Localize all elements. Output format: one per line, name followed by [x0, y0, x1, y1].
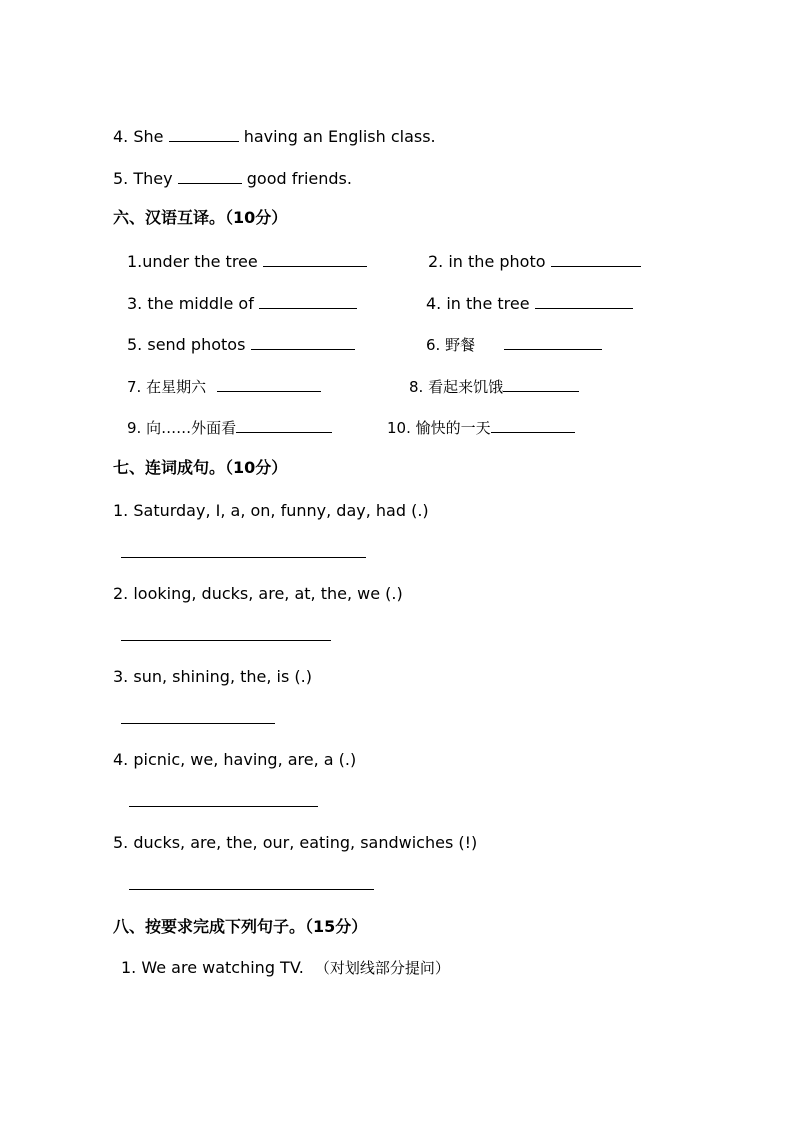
reorder-prompt: 2. looking, ducks, are, at, the, we (.): [113, 584, 403, 603]
translate-prompt: 9. 向……外面看: [127, 419, 237, 437]
reorder-prompt: 3. sun, shining, the, is (.): [113, 667, 312, 686]
translate-prompt: 5. send photos: [127, 335, 246, 354]
answer-line[interactable]: [121, 723, 275, 724]
translate-item: [428, 251, 641, 272]
answer-line[interactable]: [129, 806, 318, 807]
section6-points: （10分）: [225, 208, 288, 227]
section7-points: （10分）: [225, 458, 288, 477]
translate-item: [127, 251, 367, 272]
translate-blank[interactable]: [551, 251, 641, 267]
translate-prompt: 10. 愉快的一天: [387, 419, 491, 437]
fill-in-blank[interactable]: [178, 168, 242, 184]
translate-item: [426, 293, 633, 314]
reorder-prompt: 5. ducks, are, the, our, eating, sandwiches (!): [113, 833, 478, 852]
fill-in-before: 4. She: [113, 127, 164, 146]
fill-in-item-4: [113, 126, 436, 147]
reorder-prompt: 4. picnic, we, having, are, a (.): [113, 750, 357, 769]
translate-blank[interactable]: [263, 251, 367, 267]
translate-item: [409, 376, 579, 397]
translate-prompt: 4. in the tree: [426, 294, 530, 313]
section8-heading: [113, 917, 367, 937]
translate-prompt: 8. 看起来饥饿: [409, 378, 504, 396]
answer-line[interactable]: [129, 889, 374, 890]
section8-title: 八、按要求完成下列句子。: [113, 917, 306, 936]
fill-in-item-5: [113, 168, 352, 189]
section6-title: 六、汉语互译。: [113, 208, 226, 227]
section7-title: 七、连词成句。: [113, 458, 226, 477]
answer-line[interactable]: [121, 557, 366, 558]
translate-item: [127, 417, 332, 438]
fill-in-blank[interactable]: [169, 126, 239, 142]
answer-line[interactable]: [121, 640, 331, 641]
section6-heading: [113, 208, 287, 228]
translate-prompt: 7. 在星期六: [127, 378, 207, 396]
section7-heading: [113, 458, 287, 478]
translate-blank[interactable]: [259, 293, 357, 309]
translate-blank[interactable]: [251, 334, 355, 350]
reorder-prompt: 1. Saturday, I, a, on, funny, day, had (.): [113, 501, 429, 520]
fill-in-before: 5. They: [113, 169, 173, 188]
translate-item: [127, 376, 321, 397]
rewrite-sentence: 1. We are watching TV.: [121, 958, 304, 977]
translate-item: [387, 417, 575, 438]
translate-prompt: 3. the middle of: [127, 294, 254, 313]
fill-in-after: having an English class.: [243, 127, 436, 146]
rewrite-instruction: （对划线部分提问）: [314, 959, 450, 977]
translate-blank[interactable]: [217, 376, 321, 392]
translate-prompt: 2. in the photo: [428, 252, 546, 271]
rewrite-item: [121, 958, 450, 978]
translate-prompt: 1.under the tree: [127, 252, 258, 271]
translate-prompt: 6. 野餐: [426, 336, 476, 354]
translate-blank[interactable]: [236, 417, 332, 433]
translate-blank[interactable]: [504, 334, 602, 350]
translate-item: [426, 334, 602, 355]
translate-blank[interactable]: [503, 376, 579, 392]
fill-in-after: good friends.: [246, 169, 352, 188]
translate-item: [127, 293, 357, 314]
section8-points: （15分）: [305, 917, 368, 936]
translate-item: [127, 334, 355, 355]
translate-blank[interactable]: [491, 417, 575, 433]
translate-blank[interactable]: [535, 293, 633, 309]
